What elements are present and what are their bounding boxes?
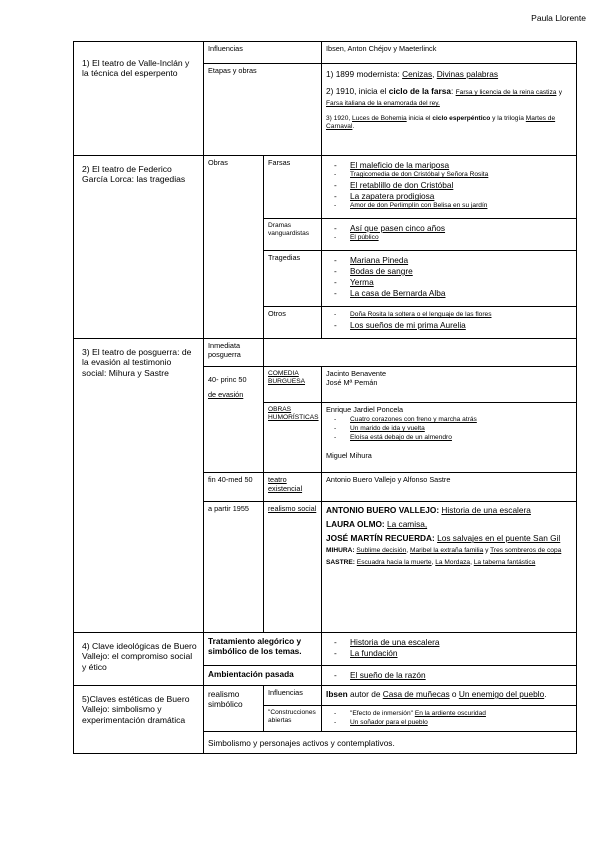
label-comedia: COMEDIA BURGUESA bbox=[264, 367, 322, 403]
tragedia-item: - Yerma bbox=[350, 277, 572, 287]
farsa-item: - Tragicomedia de don Cristóbal y Señora Rosita bbox=[350, 171, 572, 179]
etapas-cell bbox=[322, 64, 577, 156]
label-tragedias: Tragedias bbox=[264, 251, 322, 307]
efecto-item: - "Efecto de inmersión" En la ardiente oscuridad bbox=[350, 710, 572, 718]
recuerda-entry: JOSÉ MARTÍN RECUERDA: Los salvajes en el puente San Gil bbox=[326, 533, 561, 544]
humoristicas-cell bbox=[322, 403, 577, 473]
farsas-cell bbox=[322, 156, 577, 219]
etapa-1: 1) 1899 modernista: Cenizas, Divinas palabras bbox=[326, 69, 499, 79]
farsa-item: - El maleficio de la mariposa bbox=[350, 160, 572, 170]
label-existencial: teatro existencial bbox=[264, 473, 322, 502]
topic-buero-ideologicas: 4) Clave ideológicas de Buero Vallejo: el compromiso social y ético bbox=[74, 633, 204, 686]
label-obras: Obras bbox=[204, 156, 264, 339]
comedia-authors: Jacinto Benavente José Mª Pemán bbox=[322, 367, 577, 403]
tratamiento-cell bbox=[322, 633, 577, 666]
mihura-name: Miguel Mihura bbox=[326, 450, 372, 460]
mihura-entry: MIHURA: Sublime decisión, Maribel la extraña familia y Tres sombreros de copa bbox=[326, 547, 562, 555]
jardiel-work: - Un marido de ida y vuelta bbox=[350, 425, 572, 433]
tratamiento-item: - La fundación bbox=[350, 648, 572, 658]
farsa-item: - La zapatera prodigiosa bbox=[350, 191, 572, 201]
label-inmediata: Inmediata posguerra bbox=[204, 339, 264, 367]
label-dramas: Dramas vanguardistas bbox=[264, 219, 322, 251]
existencial-authors: Antonio Buero Vallejo y Alfonso Sastre bbox=[322, 473, 577, 502]
topic-buero-esteticas: 5)Claves estéticas de Buero Vallejo: simbolismo y experimentación dramática bbox=[74, 686, 204, 754]
influencias-ibsen: Ibsen autor de Casa de muñecas o Un enemigo del pueblo. bbox=[322, 686, 577, 706]
label-etapas: Etapas y obras bbox=[204, 64, 322, 156]
summary-table bbox=[73, 41, 577, 754]
inmediata-empty bbox=[264, 339, 577, 367]
etapa-2: 2) 1910, inicia el ciclo de la farsa: Farsa y licencia de la reina castiza y Farsa italiana de la enamorada del rey. bbox=[326, 86, 563, 108]
influencias-text: Ibsen, Anton Chéjov y Maeterlinck bbox=[322, 42, 577, 64]
farsa-item: - El retablillo de don Cristóbal bbox=[350, 180, 572, 190]
olmo-entry: LAURA OLMO: La camisa, bbox=[326, 519, 428, 530]
simbolismo-text: Simbolismo y personajes activos y contemplativos. bbox=[204, 732, 577, 754]
label-ambientacion: Ambientación pasada bbox=[204, 666, 322, 686]
label-periodo-2: fin 40-med 50 bbox=[204, 473, 264, 502]
etapa-3: 3) 1920, Luces de Bohemia inicia el ciclo esperpéntico y la trilogía Martes de Carnaval. bbox=[326, 115, 556, 131]
tratamiento-item: - Historia de una escalera bbox=[350, 637, 572, 647]
author-name: Paula Llorente bbox=[531, 13, 586, 23]
topic-valle-inclan: 1) El teatro de Valle-Inclán y la técnica del esperpento bbox=[74, 42, 204, 156]
tragedia-item: - La casa de Bernarda Alba bbox=[350, 288, 572, 298]
label-realismo-simbolico: realismo simbólico bbox=[204, 686, 264, 732]
dramas-cell bbox=[322, 219, 577, 251]
topic-lorca: 2) El teatro de Federico García Lorca: las tragedias bbox=[74, 156, 204, 339]
jardiel-work: - Eloísa está debajo de un almendro bbox=[350, 434, 572, 442]
label-periodo-1: 40- princ 50 de evasión bbox=[204, 367, 264, 473]
label-realismo-social: realismo social bbox=[264, 502, 322, 633]
drama-item: - El público bbox=[350, 234, 572, 242]
jardiel-work: - Cuatro corazones con freno y marcha atrás bbox=[350, 416, 572, 424]
sastre-entry: SASTRE: Escuadra hacia la muerte, La Mordaza, La taberna fantástica bbox=[326, 559, 536, 567]
otro-item: - Los sueños de mi prima Aurelia bbox=[350, 320, 572, 330]
label-humoristicas: OBRAS HUMORÍSTICAS bbox=[264, 403, 322, 473]
label-influencias: Influencias bbox=[204, 42, 322, 64]
label-tratamiento: Tratamiento alegórico y simbólico de los temas. bbox=[204, 633, 322, 666]
buero-entry: ANTONIO BUERO VALLEJO: Historia de una escalera bbox=[326, 505, 531, 515]
label-farsas: Farsas bbox=[264, 156, 322, 219]
ambientacion-item: - El sueño de la razón bbox=[350, 670, 572, 680]
tragedias-cell bbox=[322, 251, 577, 307]
tragedia-item: - Mariana Pineda bbox=[350, 255, 572, 265]
realismo-social-cell bbox=[322, 502, 577, 633]
label-influencias-2: Influencias bbox=[264, 686, 322, 706]
label-periodo-3: a partir 1955 bbox=[204, 502, 264, 633]
farsa-item: - Amor de don Perlimplín con Belisa en su jardín bbox=[350, 202, 572, 210]
label-otros: Otros bbox=[264, 307, 322, 339]
jardiel-name: Enrique Jardiel Poncela bbox=[326, 405, 404, 414]
ambientacion-cell bbox=[322, 666, 577, 686]
otro-item: - Doña Rosita la soltera o el lenguaje de las flores bbox=[350, 311, 572, 319]
label-construcciones: "Construcciones abiertas bbox=[264, 706, 322, 732]
construcciones-cell bbox=[322, 706, 577, 732]
otros-cell bbox=[322, 307, 577, 339]
tragedia-item: - Bodas de sangre bbox=[350, 266, 572, 276]
topic-posguerra: 3) El teatro de posguerra: de la evasión al testimonio social: Mihura y Sastre bbox=[74, 339, 204, 633]
sonador-item: - Un soñador para el pueblo bbox=[350, 719, 572, 727]
drama-item: - Así que pasen cinco años bbox=[350, 223, 572, 233]
